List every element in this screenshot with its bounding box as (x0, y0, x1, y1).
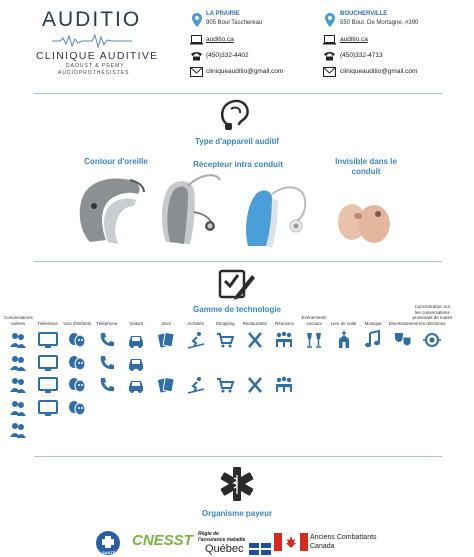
tv-icon (38, 330, 58, 350)
masks-icon (67, 330, 87, 350)
cards-icon (156, 330, 176, 350)
column-label: Conversations calmes (4, 315, 33, 326)
column-label: Shopping (215, 320, 235, 326)
sante-label: SANTÉ (102, 550, 116, 555)
people-icon (8, 353, 28, 373)
category-label-ric: Récepteur intra conduit (193, 160, 283, 169)
email-icon (323, 67, 336, 77)
tv-icon (38, 353, 58, 373)
meeting-icon (274, 375, 294, 395)
ramq-line2: l'assurance maladie (198, 537, 246, 543)
brand-name: AUDITIO (42, 8, 142, 31)
utensils-icon (245, 375, 265, 395)
masks-icon (67, 375, 87, 395)
cnesst-logo: CNESST (132, 532, 193, 549)
ski-icon (186, 375, 206, 395)
tv-icon (38, 398, 58, 418)
divider (34, 456, 442, 457)
checklist-pen-icon (218, 265, 256, 301)
masks-icon (67, 398, 87, 418)
column-label: Divertissement (388, 320, 419, 326)
phone-number: (450)332-4402 (206, 52, 249, 59)
technology-section-title: Gamme de technologie (192, 305, 282, 314)
laptop-icon (323, 35, 336, 45)
column-label: Réunions (274, 320, 294, 326)
cart-icon (215, 375, 235, 395)
category-label-iic: Invisible dans le conduit (335, 157, 397, 176)
meeting-icon (274, 330, 294, 350)
veterans-affairs-line1: Anciens Combattants (310, 534, 377, 541)
people-icon (8, 375, 28, 395)
brand-subtitle: CLINIQUE AUDITIVE (36, 50, 159, 62)
column-label: Téléphone (96, 320, 118, 326)
website-link[interactable]: auditio.ca (340, 36, 368, 43)
email-address[interactable]: cliniqueauditio@gmail.com (206, 68, 284, 75)
website-link[interactable]: auditio.ca (206, 36, 234, 43)
invisible-in-canal-aid-image (332, 194, 396, 246)
ramq-line1: Régie de (198, 531, 219, 537)
map-pin-icon (192, 13, 202, 27)
brand-owners: DAOUST & PREMY (66, 63, 125, 69)
quebec-wordmark: Québec (205, 543, 244, 555)
cart-icon (215, 330, 235, 350)
laptop-icon (190, 35, 203, 45)
utensils-icon (245, 330, 265, 350)
category-label-bte: Contour d'oreille (84, 157, 148, 166)
column-label: Activités (187, 320, 204, 326)
masks-icon (67, 353, 87, 373)
canada-flag-icon (274, 533, 308, 551)
theater-icon (393, 330, 413, 350)
email-icon (190, 67, 203, 77)
veterans-affairs-line2: Canada (310, 543, 335, 550)
car-icon (126, 353, 146, 373)
hearing-aid-icon (217, 98, 253, 132)
phone-icon (97, 353, 117, 373)
receiver-in-canal-blue-aid-image (242, 176, 322, 252)
car-icon (126, 330, 146, 350)
location-address: 550 Boul. De Mortagne, #390 (340, 20, 419, 26)
column-label: Événements sociaux (301, 315, 327, 326)
location-name: BOUCHERVILLE (340, 11, 388, 17)
cards-icon (156, 375, 176, 395)
toast-icon (304, 330, 324, 350)
payer-section-title: Organisme payeur (201, 509, 273, 518)
focus-icon (422, 330, 442, 350)
people-icon (8, 398, 28, 418)
tv-icon (38, 375, 58, 395)
column-label: Jeux (161, 320, 171, 326)
email-address[interactable]: cliniqueauditio@gmail.com (340, 68, 418, 75)
brand-profession: AUDIOPROTHÉSISTES (58, 70, 130, 76)
phone-icon (323, 51, 336, 61)
column-label: Voix d'enfants (63, 320, 92, 326)
column-label: Musique (364, 320, 382, 326)
divider (34, 93, 442, 94)
column-label: Voiture (129, 320, 144, 326)
column-label: Concentration sur les conversations provenant de toutes les directions (412, 304, 453, 326)
music-icon (363, 330, 383, 350)
medical-star-icon (219, 466, 255, 502)
church-icon (334, 330, 354, 350)
people-icon (8, 330, 28, 350)
device-section-title: Type d'appareil auditif (195, 137, 279, 146)
phone-icon (97, 375, 117, 395)
ski-icon (186, 330, 206, 350)
location-address: 905 Boul Taschereau (206, 20, 263, 26)
phone-icon (190, 51, 203, 61)
people-icon (8, 420, 28, 440)
quebec-flag-icon (249, 543, 271, 555)
column-label: Restaurants (242, 320, 267, 326)
phone-number: (450)332-4713 (340, 52, 383, 59)
car-icon (126, 375, 146, 395)
map-pin-icon (325, 13, 335, 27)
receiver-in-canal-aid-image (160, 168, 242, 252)
column-label: Lieu de culte (330, 320, 357, 326)
divider (34, 261, 442, 262)
behind-the-ear-aid-image (72, 172, 152, 250)
phone-icon (97, 330, 117, 350)
column-label: Téléviseur (37, 320, 58, 326)
waveform-logo-icon (52, 34, 132, 48)
location-name: LA PRAIRIE (206, 11, 240, 17)
